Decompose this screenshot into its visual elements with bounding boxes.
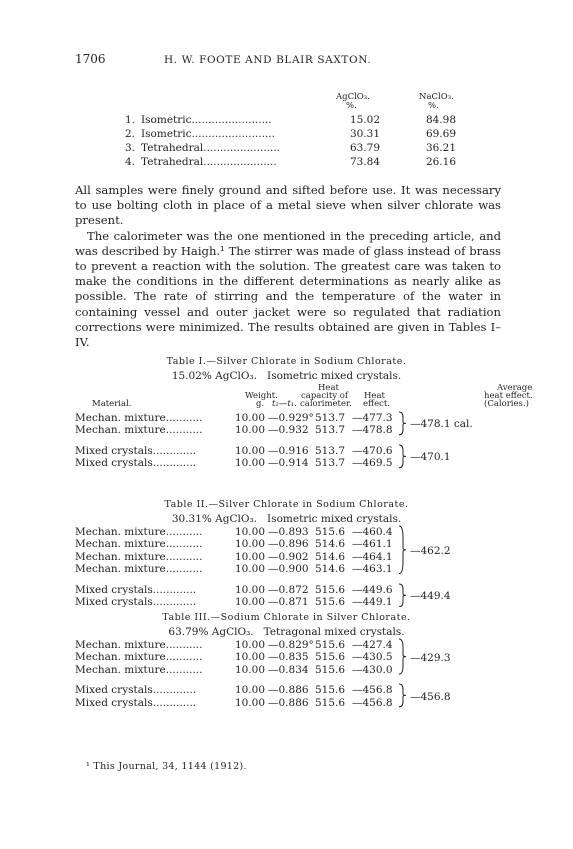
material-cell: Mixed crystals.............: [75, 583, 197, 596]
group-brace: [398, 638, 406, 675]
heat-capacity-cell: 514.6: [315, 563, 346, 576]
weight-cell: 10.00: [234, 550, 265, 563]
header-avg-3: (Calories.): [484, 399, 529, 409]
heat-effect-cell: —456.8: [352, 696, 393, 709]
material-cell: Mechan. mixture...........: [75, 550, 203, 563]
delta-t-cell: —0.916: [268, 444, 309, 457]
header-heat-1: Heat: [364, 391, 385, 401]
header-delta-t: t₂—t₁.: [272, 399, 297, 409]
delta-t-cell: —0.835: [268, 651, 309, 664]
agclo3-percent: 30.31: [349, 128, 380, 140]
naclo3-percent: 84.98: [425, 114, 456, 126]
heat-effect-cell: —449.1: [352, 596, 393, 608]
heat-effect-cell: —427.4: [352, 639, 393, 651]
average-heat-effect: —478.1 cal.: [410, 418, 473, 431]
heat-effect-cell: —470.6: [352, 444, 393, 457]
average-heat-effect: —456.8: [410, 690, 451, 703]
material-cell: Mechan. mixture...........: [75, 412, 203, 424]
header-avg-2: heat effect.: [484, 391, 533, 401]
weight-cell: 10.00: [234, 596, 265, 608]
weight-cell: 10.00: [234, 563, 265, 576]
row-number: 1.: [124, 114, 135, 126]
row-number: 4.: [124, 156, 135, 168]
delta-t-cell: —0.829°: [268, 639, 314, 651]
naclo3-percent: 36.21: [425, 142, 456, 154]
weight-cell: 10.00: [234, 424, 265, 437]
weight-cell: 10.00: [234, 684, 265, 697]
heat-capacity-cell: 515.6: [315, 639, 346, 651]
heat-capacity-cell: 515.6: [315, 684, 346, 697]
heat-effect-cell: —463.1: [352, 563, 393, 576]
heat-effect-cell: —449.6: [352, 583, 393, 596]
material-cell: Mixed crystals.............: [75, 444, 197, 457]
page-number: 1706: [75, 52, 106, 66]
material-cell: Mixed crystals.............: [75, 457, 197, 470]
row-label: Tetrahedral.......................: [141, 142, 281, 154]
heat-capacity-cell: 515.6: [315, 651, 346, 664]
table-subtitle: 63.79% AgClO₃. Tetragonal mixed crystals.: [168, 626, 405, 638]
heat-capacity-cell: 514.6: [315, 538, 346, 551]
delta-t-cell: —0.872: [268, 583, 309, 596]
delta-t-cell: —0.929°: [268, 412, 314, 424]
heat-effect-cell: —430.5: [352, 651, 393, 664]
delta-t-cell: —0.886: [268, 684, 309, 697]
weight-cell: 10.00: [234, 538, 265, 551]
heat-capacity-cell: 515.6: [315, 663, 346, 676]
material-cell: Mixed crystals.............: [75, 696, 197, 709]
row-label: Isometric.........................: [141, 128, 275, 140]
header-heat-cap-3: calorimeter.: [300, 399, 352, 409]
agclo3-percent: 63.79: [349, 142, 380, 154]
row-number: 2.: [124, 128, 135, 140]
heat-capacity-cell: 515.6: [315, 696, 346, 709]
group-brace: [398, 444, 406, 469]
average-heat-effect: —429.3: [410, 651, 451, 664]
delta-t-cell: —0.914: [268, 457, 309, 470]
group-brace: [398, 411, 406, 436]
heat-effect-cell: —477.3: [352, 412, 393, 424]
delta-t-cell: —0.896: [268, 538, 309, 551]
header-heat-cap-2: capacity of: [301, 391, 348, 401]
heat-capacity-cell: 513.7: [315, 444, 346, 457]
body-text: [75, 183, 501, 350]
group-brace: [398, 683, 406, 708]
heat-effect-cell: —464.1: [352, 550, 393, 563]
material-cell: Mechan. mixture...........: [75, 526, 203, 538]
weight-cell: 10.00: [234, 583, 265, 596]
heat-capacity-cell: 515.6: [315, 596, 346, 608]
material-cell: Mechan. mixture...........: [75, 538, 203, 551]
table-caption: Table III.—Sodium Chlorate in Silver Chlorate.: [162, 612, 411, 623]
material-cell: Mixed crystals.............: [75, 684, 197, 697]
heat-effect-cell: —478.8: [352, 424, 393, 437]
paragraph: The calorimeter was the one mentioned in the preceding article, and was described by Haigh.¹ The stirrer was made of glass instead of brass to prevent a reaction with the solution. The greatest care was taken to make the conditions in the different determinations as nearly alike as possible. The rate of stirring and the temperature of the water in containing vessel and outer jacket were so regulated that radiation corrections were minimized. The results obtained are given in Tables I–IV.: [75, 228, 501, 350]
footnote: ¹ This Journal, 34, 1144 (1912).: [86, 761, 247, 772]
table-caption: Table I.—Silver Chlorate in Sodium Chlorate.: [166, 356, 407, 367]
weight-cell: 10.00: [234, 651, 265, 664]
heat-effect-cell: —469.5: [352, 457, 393, 470]
heat-capacity-cell: 515.6: [315, 526, 346, 538]
weight-cell: 10.00: [234, 696, 265, 709]
table-subtitle: 15.02% AgClO₃. Isometric mixed crystals.: [171, 370, 402, 382]
table-subtitle: 30.31% AgClO₃. Isometric mixed crystals.: [171, 513, 402, 525]
material-cell: Mechan. mixture...........: [75, 563, 203, 576]
weight-cell: 10.00: [234, 663, 265, 676]
agclo3-percent: 73.84: [349, 156, 380, 168]
delta-t-cell: —0.886: [268, 696, 309, 709]
heat-effect-cell: —460.4: [352, 526, 393, 538]
material-cell: Mechan. mixture...........: [75, 651, 203, 664]
weight-cell: 10.00: [234, 526, 265, 538]
delta-t-cell: —0.900: [268, 563, 309, 576]
running-header: H. W. FOOTE AND BLAIR SAXTON.: [164, 54, 372, 66]
header-heat-cap-1: Heat: [318, 383, 339, 393]
heat-capacity-cell: 514.6: [315, 550, 346, 563]
heat-capacity-cell: 515.6: [315, 583, 346, 596]
heat-capacity-cell: 513.7: [315, 457, 346, 470]
weight-cell: 10.00: [234, 412, 265, 424]
col-naclo3: NaClO₃.: [419, 92, 454, 102]
table-caption: Table II.—Silver Chlorate in Sodium Chlorate.: [164, 499, 409, 510]
delta-t-cell: —0.902: [268, 550, 309, 563]
header-weight-unit: g.: [256, 399, 265, 409]
paragraph: All samples were finely ground and sifted before use. It was necessary to use bolting cloth in place of a metal sieve when silver chlorate was present.: [75, 183, 501, 228]
average-heat-effect: —470.1: [410, 451, 451, 464]
heat-effect-cell: —430.0: [352, 663, 393, 676]
row-label: Isometric........................: [141, 114, 272, 126]
weight-cell: 10.00: [234, 444, 265, 457]
material-cell: Mixed crystals.............: [75, 596, 197, 608]
material-cell: Mechan. mixture...........: [75, 424, 203, 437]
col-agclo3-unit: %.: [346, 101, 357, 111]
heat-capacity-cell: 513.7: [315, 412, 346, 424]
header-avg-1: Average: [497, 383, 533, 393]
average-heat-effect: —449.4: [410, 590, 451, 602]
average-heat-effect: —462.2: [410, 544, 451, 557]
group-brace: [398, 583, 406, 608]
weight-cell: 10.00: [234, 457, 265, 470]
col-naclo3-unit: %.: [428, 101, 439, 111]
group-brace: [398, 525, 406, 575]
delta-t-cell: —0.893: [268, 526, 309, 538]
heat-capacity-cell: 513.7: [315, 424, 346, 437]
heat-effect-cell: —461.1: [352, 538, 393, 551]
delta-t-cell: —0.871: [268, 596, 309, 608]
row-number: 3.: [124, 142, 135, 154]
row-label: Tetrahedral......................: [141, 156, 277, 168]
header-heat-2: effect.: [363, 399, 390, 409]
col-agclo3: AgClO₃.: [336, 92, 370, 102]
heat-effect-cell: —456.8: [352, 684, 393, 697]
material-cell: Mechan. mixture...........: [75, 663, 203, 676]
delta-t-cell: —0.834: [268, 663, 309, 676]
naclo3-percent: 26.16: [425, 156, 456, 168]
naclo3-percent: 69.69: [425, 128, 456, 140]
material-cell: Mechan. mixture...........: [75, 639, 203, 651]
weight-cell: 10.00: [234, 639, 265, 651]
header-weight: Weight.: [245, 391, 278, 401]
delta-t-cell: —0.932: [268, 424, 309, 437]
agclo3-percent: 15.02: [349, 114, 380, 126]
header-material: Material.: [92, 399, 132, 409]
